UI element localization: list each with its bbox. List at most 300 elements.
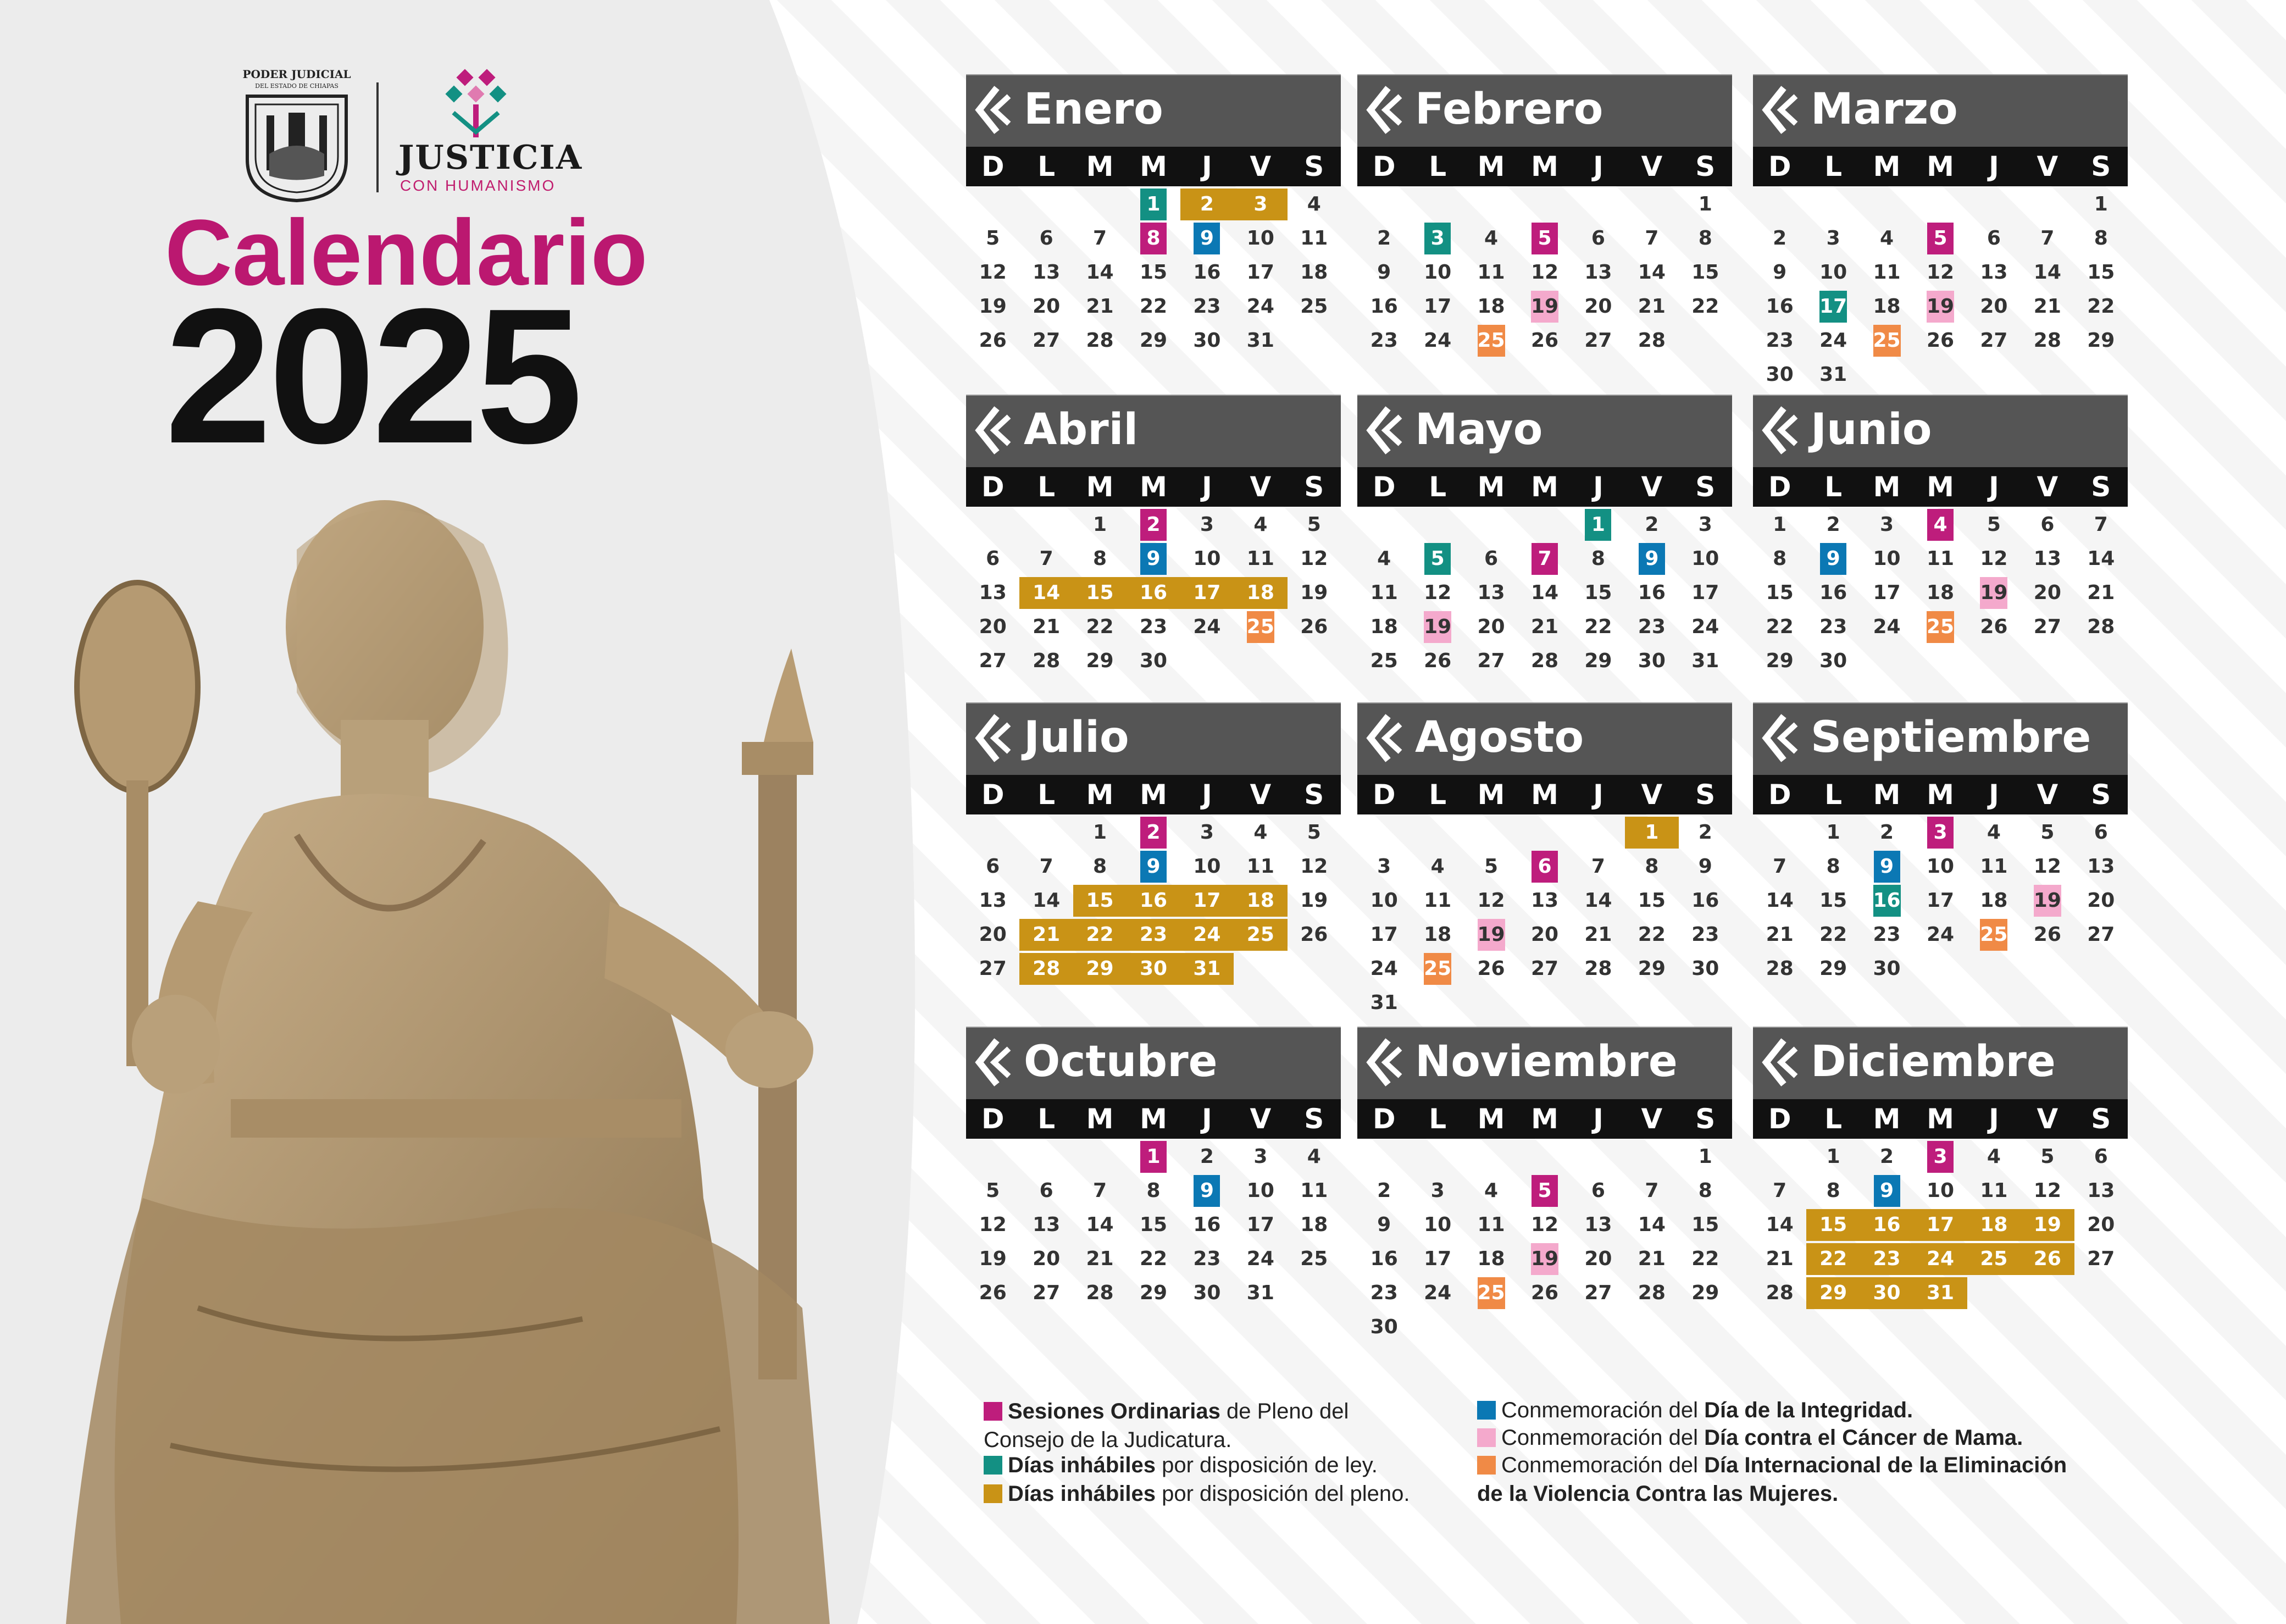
day-number: 26 <box>1926 329 1955 352</box>
day-number: 27 <box>1530 957 1559 980</box>
day-cell-pleno <box>1913 1209 1967 1241</box>
day-grid <box>1753 817 2128 985</box>
day-number: 1 <box>2094 193 2108 215</box>
weekday-label: J <box>1989 151 1999 182</box>
day-cell <box>1234 257 1287 289</box>
day-cell-sesion <box>1518 543 1571 575</box>
weekday-label: V <box>1641 779 1663 811</box>
day-cell <box>1357 987 1411 1019</box>
day-number: 22 <box>1139 295 1168 318</box>
day-number: 5 <box>1424 543 1451 575</box>
day-cell-inhabil-ley <box>1127 189 1180 220</box>
day-cell <box>2074 919 2128 951</box>
day-number: 4 <box>1987 821 2001 844</box>
day-cell-pleno <box>1234 189 1287 220</box>
day-cell <box>966 645 1019 677</box>
day-cell <box>1572 885 1625 917</box>
day-cell <box>1464 885 1518 917</box>
day-number: 23 <box>1691 923 1719 946</box>
day-number: 11 <box>1370 581 1398 604</box>
day-number: 31 <box>1370 991 1398 1014</box>
month-noviembre <box>1357 1027 1732 1343</box>
day-number: 29 <box>1766 650 1794 672</box>
day-number: 19 <box>1424 611 1451 643</box>
day-number: 21 <box>1584 923 1612 946</box>
empty-cell <box>2021 189 2074 220</box>
day-cell <box>1967 1175 2021 1207</box>
day-cell <box>1806 577 1860 609</box>
weekday-label: M <box>1873 151 1901 182</box>
day-number: 26 <box>979 329 1007 352</box>
day-number: 9 <box>1820 543 1846 575</box>
day-cell <box>1073 1243 1127 1275</box>
day-cell-pleno <box>1860 1209 1913 1241</box>
day-cell <box>1753 359 1806 391</box>
day-number: 25 <box>1478 1277 1505 1309</box>
day-number: 28 <box>1766 957 1794 980</box>
day-cell <box>1180 817 1234 849</box>
day-number: 31 <box>1246 329 1274 352</box>
day-number: 19 <box>1927 291 1954 323</box>
day-cell <box>1234 1243 1287 1275</box>
day-cell-pleno <box>1234 919 1287 951</box>
day-cell-inhabil-ley <box>1411 223 1464 254</box>
day-number: 20 <box>2087 1213 2115 1236</box>
day-cell <box>1288 1175 1341 1207</box>
day-number: 8 <box>1093 855 1107 878</box>
day-cell-inhabil-ley <box>1860 885 1913 917</box>
empty-cell <box>1753 189 1806 220</box>
day-number: 26 <box>1477 957 1505 980</box>
day-cell <box>1019 885 1073 917</box>
legend-sesiones-rest1: de Pleno del <box>1220 1399 1349 1423</box>
day-cell <box>1019 1175 1073 1207</box>
day-number: 11 <box>1477 261 1505 284</box>
day-cell <box>1234 1141 1287 1173</box>
day-cell <box>1913 325 1967 357</box>
day-number: 5 <box>1987 513 2001 536</box>
weekday-label: M <box>1873 779 1901 811</box>
day-cell <box>1679 817 1732 849</box>
day-number: 29 <box>2087 329 2115 352</box>
weekday-header <box>1753 775 2128 814</box>
day-number: 15 <box>1691 261 1719 284</box>
day-cell <box>1753 509 1806 541</box>
day-cell <box>1411 645 1464 677</box>
day-number: 30 <box>1766 363 1794 386</box>
day-number: 19 <box>1531 291 1558 323</box>
month-name: Septiembre <box>1811 713 2091 762</box>
day-cell <box>1180 325 1234 357</box>
day-cell <box>1073 325 1127 357</box>
day-number: 7 <box>1645 227 1659 250</box>
day-cell <box>1679 577 1732 609</box>
day-cell <box>1625 953 1678 985</box>
day-number: 27 <box>979 957 1007 980</box>
day-number: 4 <box>1880 227 1894 250</box>
day-cell <box>1860 817 1913 849</box>
day-number: 26 <box>1300 616 1328 638</box>
day-cell <box>1679 885 1732 917</box>
day-cell <box>1625 325 1678 357</box>
day-number: 18 <box>1980 1213 2008 1236</box>
day-cell <box>1464 645 1518 677</box>
month-agosto <box>1357 702 1732 1019</box>
legend-sesiones <box>984 1397 1349 1454</box>
weekday-label: J <box>1989 1103 1999 1135</box>
weekday-label: S <box>2091 1103 2111 1135</box>
weekday-label: M <box>1086 1103 1114 1135</box>
day-number: 15 <box>1139 1213 1168 1236</box>
weekday-label: S <box>1304 1103 1324 1135</box>
day-number: 2 <box>1200 1145 1214 1168</box>
chevron-left-icon <box>1366 713 1405 763</box>
weekday-label: M <box>1927 1103 1954 1135</box>
empty-cell <box>1019 817 1073 849</box>
day-number: 4 <box>1307 193 1321 215</box>
day-number: 2 <box>1698 821 1712 844</box>
day-cell <box>1753 1243 1806 1275</box>
weekday-label: L <box>1429 779 1447 811</box>
weekday-label: J <box>1202 151 1212 182</box>
day-cell <box>1572 257 1625 289</box>
day-cell <box>1019 223 1073 254</box>
day-number: 22 <box>1086 923 1114 946</box>
day-number: 8 <box>1773 547 1787 570</box>
day-cell-pleno <box>1073 885 1127 917</box>
legend-inhabiles-pleno <box>984 1479 1410 1508</box>
legend-swatch-cancer <box>1477 1428 1496 1447</box>
month-header <box>1357 74 1732 147</box>
day-number: 5 <box>2040 1145 2055 1168</box>
day-number: 18 <box>1477 295 1505 318</box>
day-cell <box>966 953 1019 985</box>
day-cell-cancer <box>1464 919 1518 951</box>
day-cell <box>1806 885 1860 917</box>
day-cell <box>1753 257 1806 289</box>
month-header <box>966 702 1341 775</box>
day-grid <box>966 817 1341 985</box>
day-number: 8 <box>1140 223 1167 254</box>
day-cell-violencia <box>1464 325 1518 357</box>
day-cell <box>1464 851 1518 883</box>
day-number: 27 <box>1477 650 1505 672</box>
day-number: 10 <box>1246 1179 1274 1202</box>
day-number: 26 <box>2033 1248 2061 1270</box>
weekday-label: S <box>1695 471 1716 503</box>
day-number: 23 <box>1370 329 1398 352</box>
weekday-header <box>1357 1099 1732 1139</box>
empty-cell <box>1625 1141 1678 1173</box>
day-cell-violencia <box>1860 325 1913 357</box>
weekday-label: D <box>1768 779 1791 811</box>
empty-cell <box>1411 1141 1464 1173</box>
day-cell <box>1625 645 1678 677</box>
day-number: 25 <box>1873 325 1901 357</box>
chevron-left-icon <box>1366 406 1405 455</box>
day-cell <box>1806 611 1860 643</box>
day-number: 1 <box>1826 1145 1840 1168</box>
legend-swatch-integridad <box>1477 1401 1496 1420</box>
day-number: 21 <box>1530 616 1559 638</box>
day-cell <box>1753 851 1806 883</box>
day-cell-pleno <box>1073 919 1127 951</box>
day-cell <box>1411 1243 1464 1275</box>
empty-cell <box>1073 1141 1127 1173</box>
day-number: 3 <box>1430 1179 1445 1202</box>
day-number: 19 <box>1300 889 1328 912</box>
weekday-label: S <box>2091 471 2111 503</box>
day-number: 17 <box>1926 1213 1955 1236</box>
day-cell <box>1357 885 1411 917</box>
day-number: 5 <box>986 1179 1000 1202</box>
day-number: 30 <box>1638 650 1666 672</box>
day-cell <box>2074 817 2128 849</box>
day-number: 4 <box>1253 821 1268 844</box>
weekday-header <box>966 467 1341 507</box>
day-number: 22 <box>2087 295 2115 318</box>
day-cell <box>1288 1243 1341 1275</box>
day-cell <box>2074 1175 2128 1207</box>
day-cell-sesion <box>1518 851 1571 883</box>
day-number: 22 <box>1819 1248 1847 1270</box>
empty-cell <box>1806 189 1860 220</box>
day-cell-violencia <box>1234 611 1287 643</box>
day-cell <box>1625 577 1678 609</box>
day-cell <box>1625 257 1678 289</box>
empty-cell <box>1572 189 1625 220</box>
day-number: 20 <box>2033 581 2061 604</box>
day-cell <box>1357 851 1411 883</box>
day-number: 18 <box>1300 261 1328 284</box>
day-cell <box>1288 223 1341 254</box>
weekday-header <box>1357 775 1732 814</box>
day-number: 11 <box>1980 855 2008 878</box>
day-number: 30 <box>1193 1282 1221 1304</box>
day-cell <box>1234 509 1287 541</box>
day-cell <box>1357 577 1411 609</box>
day-cell <box>1234 1277 1287 1309</box>
day-cell <box>1019 645 1073 677</box>
day-cell <box>2021 257 2074 289</box>
day-cell <box>1679 223 1732 254</box>
day-cell <box>1288 1141 1341 1173</box>
day-number: 17 <box>1424 295 1452 318</box>
day-number: 25 <box>1927 611 1954 643</box>
day-cell <box>1679 1243 1732 1275</box>
weekday-label: J <box>1989 779 1999 811</box>
day-cell-cancer <box>1518 291 1571 323</box>
day-number: 24 <box>1193 616 1221 638</box>
day-cell <box>2021 1141 2074 1173</box>
day-cell <box>1019 291 1073 323</box>
day-number: 24 <box>1424 329 1452 352</box>
day-cell <box>966 543 1019 575</box>
justice-statue-image <box>33 484 967 1624</box>
weekday-label: L <box>1429 471 1447 503</box>
chevron-left-icon <box>975 85 1013 135</box>
day-cell <box>1679 189 1732 220</box>
weekday-label: M <box>1531 471 1558 503</box>
day-number: 27 <box>1980 329 2008 352</box>
weekday-label: V <box>2037 779 2058 811</box>
day-number: 1 <box>1773 513 1787 536</box>
day-cell <box>1572 543 1625 575</box>
legend-cancer-pre: Conmemoración del <box>1501 1426 1705 1450</box>
month-name: Agosto <box>1415 713 1584 762</box>
day-number: 6 <box>2094 821 2108 844</box>
day-cell-sesion <box>1913 509 1967 541</box>
day-cell <box>1860 1141 1913 1173</box>
day-cell <box>2021 919 2074 951</box>
weekday-header <box>1753 147 2128 186</box>
day-number: 3 <box>1698 513 1712 536</box>
day-number: 10 <box>1246 227 1274 250</box>
day-cell <box>1806 359 1860 391</box>
day-number: 28 <box>1766 1282 1794 1304</box>
day-number: 22 <box>1584 616 1612 638</box>
weekday-label: L <box>1429 1103 1447 1135</box>
day-cell-inhabil-ley <box>1411 543 1464 575</box>
day-number: 9 <box>1698 855 1712 878</box>
day-cell-pleno <box>1180 189 1234 220</box>
day-number: 10 <box>1873 547 1901 570</box>
day-number: 13 <box>1477 581 1505 604</box>
month-header <box>966 74 1341 147</box>
day-number: 17 <box>1193 581 1221 604</box>
day-cell <box>1411 291 1464 323</box>
empty-cell <box>1411 189 1464 220</box>
day-cell <box>1625 1209 1678 1241</box>
day-number: 17 <box>1246 261 1274 284</box>
day-number: 21 <box>1766 923 1794 946</box>
weekday-label: J <box>1593 151 1603 182</box>
day-cell <box>1679 953 1732 985</box>
day-cell <box>1180 1277 1234 1309</box>
day-cell <box>1967 851 2021 883</box>
day-cell <box>1288 611 1341 643</box>
day-number: 3 <box>1826 227 1840 250</box>
day-number: 20 <box>1980 295 2008 318</box>
legend-sesiones-rest2: Consejo de la Judicatura. <box>984 1428 1232 1452</box>
day-number: 31 <box>1926 1282 1955 1304</box>
day-number: 4 <box>1987 1145 2001 1168</box>
legend-integridad-bold: Día de la Integridad. <box>1704 1398 1913 1422</box>
day-number: 12 <box>1300 855 1328 878</box>
day-number: 12 <box>979 1213 1007 1236</box>
day-number: 6 <box>1039 227 1053 250</box>
weekday-label: M <box>1140 1103 1167 1135</box>
day-cell <box>1625 885 1678 917</box>
day-number: 11 <box>1246 855 1274 878</box>
day-number: 26 <box>1300 923 1328 946</box>
day-number: 20 <box>1477 616 1505 638</box>
day-number: 10 <box>1193 855 1221 878</box>
day-cell-pleno <box>1180 919 1234 951</box>
legend-integridad <box>1477 1396 1913 1425</box>
day-grid <box>1753 189 2128 391</box>
day-cell-integridad <box>1180 1175 1234 1207</box>
empty-cell <box>1625 189 1678 220</box>
day-cell <box>1860 953 1913 985</box>
day-cell <box>1753 577 1806 609</box>
weekday-label: M <box>1927 471 1954 503</box>
day-cell <box>1572 1175 1625 1207</box>
day-number: 23 <box>1139 616 1168 638</box>
day-number: 28 <box>2033 329 2061 352</box>
day-cell <box>1518 577 1571 609</box>
month-header <box>1753 702 2128 775</box>
day-cell <box>1411 257 1464 289</box>
day-number: 28 <box>1584 957 1612 980</box>
day-cell-cancer <box>1518 1243 1571 1275</box>
month-header <box>966 1027 1341 1099</box>
day-cell <box>1234 291 1287 323</box>
crest-line2: DEL ESTADO DE CHIAPAS <box>255 82 339 90</box>
chevron-left-icon <box>1762 85 1800 135</box>
day-number: 7 <box>1532 543 1558 575</box>
day-number: 9 <box>1874 1175 1900 1207</box>
day-cell-cancer <box>1967 577 2021 609</box>
day-number: 27 <box>1584 1282 1612 1304</box>
day-cell <box>1860 223 1913 254</box>
weekday-label: V <box>2037 151 2058 182</box>
day-number: 21 <box>2087 581 2115 604</box>
empty-cell <box>1464 189 1518 220</box>
day-number: 7 <box>1773 1179 1787 1202</box>
day-cell-pleno <box>1860 1277 1913 1309</box>
month-name: Junio <box>1811 405 1932 455</box>
day-number: 26 <box>1424 650 1452 672</box>
day-number: 9 <box>1194 223 1220 254</box>
day-number: 28 <box>1033 650 1061 672</box>
day-cell <box>1679 509 1732 541</box>
day-number: 11 <box>1300 227 1328 250</box>
day-cell <box>1518 611 1571 643</box>
day-number: 31 <box>1691 650 1719 672</box>
day-number: 13 <box>979 581 1007 604</box>
day-cell <box>1288 291 1341 323</box>
day-number: 17 <box>1424 1248 1452 1270</box>
weekday-label: M <box>1927 779 1954 811</box>
day-number: 14 <box>1766 889 1794 912</box>
day-number: 9 <box>1377 261 1391 284</box>
day-cell <box>1019 1243 1073 1275</box>
day-number: 2 <box>1645 513 1659 536</box>
day-number: 19 <box>1980 577 2007 609</box>
empty-cell <box>966 1141 1019 1173</box>
day-cell <box>1288 885 1341 917</box>
day-cell <box>1806 257 1860 289</box>
day-number: 3 <box>1927 817 1954 849</box>
day-number: 4 <box>1927 509 1954 541</box>
day-cell <box>1967 509 2021 541</box>
legend-swatch-pleno <box>984 1484 1002 1503</box>
slogan-subtitle: CON HUMANISMO <box>400 177 556 194</box>
empty-cell <box>1572 1141 1625 1173</box>
day-cell-pleno <box>1860 1243 1913 1275</box>
day-cell <box>1806 851 1860 883</box>
day-cell-sesion <box>1913 817 1967 849</box>
day-number: 28 <box>1638 329 1666 352</box>
day-number: 7 <box>1093 227 1107 250</box>
empty-cell <box>1860 189 1913 220</box>
day-number: 3 <box>1880 513 1894 536</box>
day-cell <box>2021 611 2074 643</box>
day-cell <box>1753 919 1806 951</box>
day-cell <box>1288 257 1341 289</box>
day-number: 12 <box>1477 889 1505 912</box>
